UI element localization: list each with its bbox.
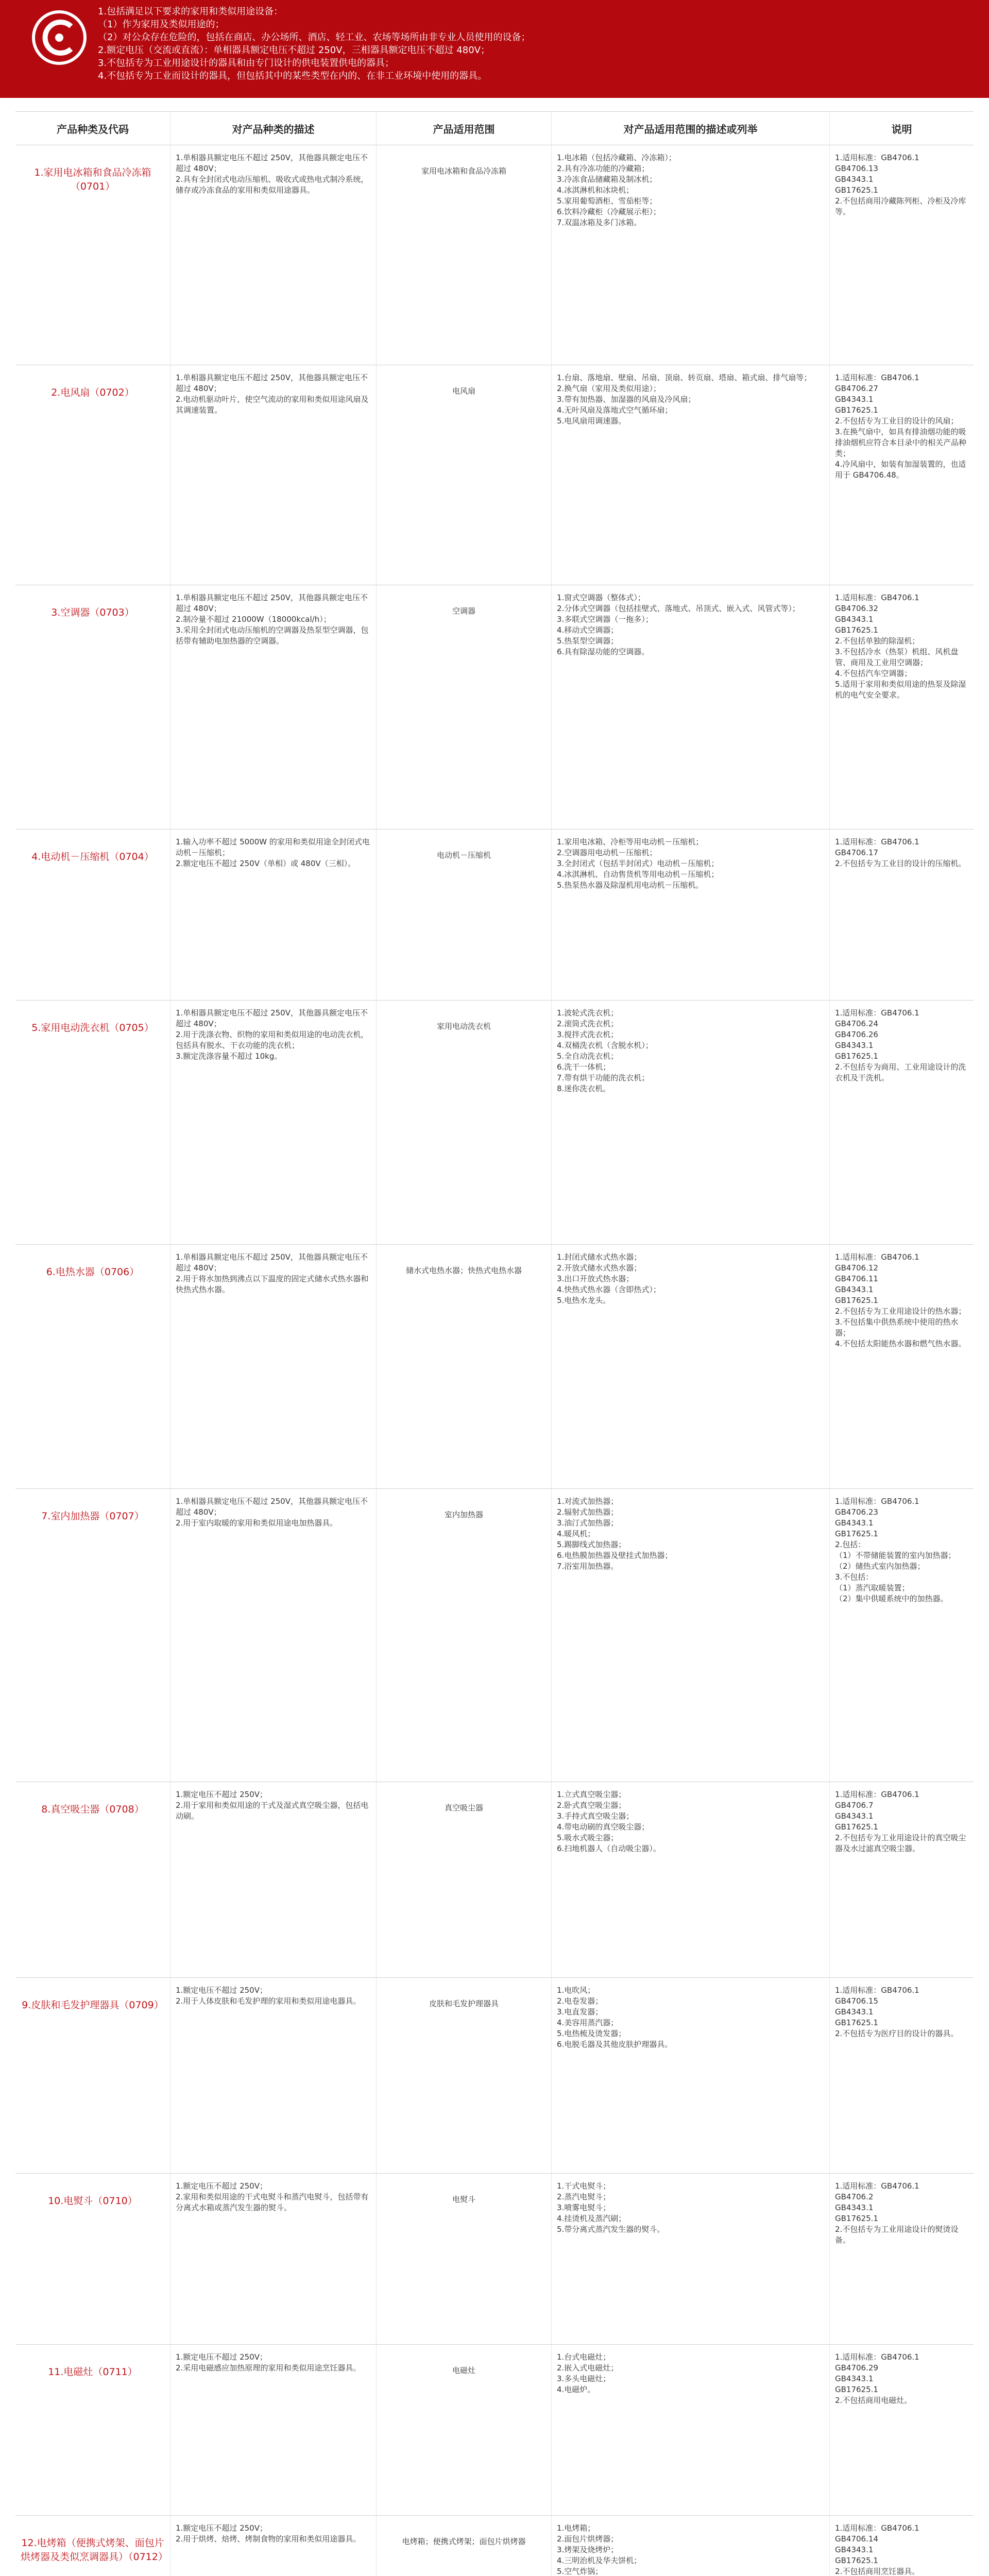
remarks: 1.适用标准：GB4706.1 GB4706.17 2.不包括专为工业目的设计的压缩机。 — [829, 829, 974, 1000]
product-scope: 电烤箱；便携式烤架；面包片烘烤器 — [376, 2516, 551, 2576]
remarks: 1.适用标准：GB4706.1 GB4706.15 GB4343.1 GB17625.1 2.不包括专为医疗目的设计的器具。 — [829, 1978, 974, 2173]
scope-detail: 1.台式电磁灶； 2.嵌入式电磁灶； 3.多头电磁灶； 4.电磁炉。 — [551, 2345, 829, 2515]
product-description: 1.单相器具额定电压不超过 250V，其他器具额定电压不超过 480V； 2.电动机驱动叶片，使空气流动的家用和类似用途风扇及其调速装置。 — [170, 365, 376, 585]
product-description: 1.单相器具额定电压不超过 250V，其他器具额定电压不超过 480V； 2.具有全封闭式电动压缩机、吸收式或热电式制冷系统，储存或冷冻食品的家用和类似用途器具。 — [170, 145, 376, 365]
table-body — [15, 145, 974, 2576]
product-scope: 家用电冰箱和食品冷冻箱 — [376, 145, 551, 365]
scope-detail: 1.电烤箱； 2.面包片烘烤器； 3.烤架及烧烤炉； 4.三明治机及华夫饼机； 5.空气炸锅； — [551, 2516, 829, 2576]
product-scope: 皮肤和毛发护理器具 — [376, 1978, 551, 2173]
scope-note: 3.不包括专为工业用途设计的器具和由专门设计的供电装置供电的器具； — [98, 58, 395, 69]
header-code: 产品种类及代码 — [57, 123, 129, 135]
scope-detail: 1.电冰箱（包括冷藏箱、冷冻箱）； 2.具有冷冻功能的冷藏箱； 3.冷冻食品储藏箱及制冰机； 4.冰淇淋机和冰块机； 5.家用葡萄酒柜、雪茄柜等； 6.饮料冷藏柜（冷藏展示柜）； 7.双温冰箱及多门冰箱。 — [551, 145, 829, 365]
table-row — [15, 2174, 974, 2345]
scope-note: （1）作为家用及类似用途的； — [98, 19, 225, 30]
scope-note: 1.包括满足以下要求的家用和类似用途设备： — [98, 6, 283, 17]
header-desc: 对产品种类的描述 — [170, 112, 376, 145]
table-row — [15, 365, 974, 585]
scope-detail: 1.波轮式洗衣机； 2.滚筒式洗衣机； 3.搅拌式洗衣机； 4.双桶洗衣机（含脱水机）； 5.全自动洗衣机； 6.洗干一体机； 7.带有烘干功能的洗衣机； 8.迷你洗衣机。 — [551, 1001, 829, 1244]
scope-detail: 1.台扇、落地扇、壁扇、吊扇、顶扇、转页扇、塔扇、箱式扇、排气扇等； 2.换气扇（家用及类似用途）； 3.带有加热器、加湿器的风扇及冷风扇； 4.无叶风扇及落地式空气循环扇； 5.电风扇用调速器。 — [551, 365, 829, 585]
ccc-logo-icon — [31, 9, 88, 66]
product-code: 2.电风扇（0702） — [51, 387, 134, 398]
product-code: 6.电热水器（0706） — [46, 1266, 140, 1278]
product-description: 1.额定电压不超过 250V； 2.采用电磁感应加热原理的家用和类似用途烹饪器具。 — [170, 2345, 376, 2515]
remarks: 1.适用标准：GB4706.1 GB4706.24 GB4706.26 GB4343.1 GB17625.1 2.不包括专为商用、工业用途设计的洗衣机及干洗机。 — [829, 1001, 974, 1244]
product-scope: 电磁灶 — [376, 2345, 551, 2515]
table-row — [15, 2516, 974, 2576]
header-detail: 对产品适用范围的描述或列举 — [551, 112, 829, 145]
scope-detail: 1.电吹风； 2.电卷发器； 3.电直发器； 4.美容用蒸汽器； 5.电热梳及烫发器； 6.电脱毛器及其他皮肤护理器具。 — [551, 1978, 829, 2173]
product-description: 1.输入功率不超过 5000W 的家用和类似用途全封闭式电动机－压缩机； 2.额定电压不超过 250V（单相）或 480V（三相）。 — [170, 829, 376, 1000]
product-description: 1.单相器具额定电压不超过 250V，其他器具额定电压不超过 480V； 2.用于将水加热到沸点以下温度的固定式储水式热水器和快热式热水器。 — [170, 1245, 376, 1488]
header-banner — [0, 0, 989, 98]
remarks: 1.适用标准：GB4706.1 GB4706.23 GB4343.1 GB17625.1 2.包括： （1）不带储能装置的室内加热器； （2）储热式室内加热器； 3.不包括： （1）蒸汽取暖装置； （2）集中供暖系统中的加热器。 — [829, 1489, 974, 1782]
product-code: 12.电烤箱（便携式烤架、面包片烘烤器及类似烹调器具）（0712） — [21, 2537, 168, 2563]
product-table — [15, 111, 974, 2576]
product-description: 1.单相器具额定电压不超过 250V，其他器具额定电压不超过 480V； 2.制冷量不超过 21000W（18000kcal/h）； 3.采用全封闭式电动压缩机的空调器及热泵型空调器，包括带有辅助电加热器的空调器。 — [170, 585, 376, 829]
scope-detail: 1.家用电冰箱、冷柜等用电动机－压缩机； 2.空调器用电动机－压缩机； 3.全封闭式（包括半封闭式）电动机－压缩机； 4.冰淇淋机、自动售货机等用电动机－压缩机； 5.热泵热水器及除湿机用电动机－压缩机。 — [551, 829, 829, 1000]
product-code: 11.电磁灶（0711） — [48, 2366, 138, 2378]
product-code: 10.电熨斗（0710） — [48, 2195, 138, 2207]
table-row — [15, 1489, 974, 1782]
product-description: 1.额定电压不超过 250V； 2.用于家用和类似用途的干式及湿式真空吸尘器，包括电动刷。 — [170, 1782, 376, 1977]
remarks: 1.适用标准：GB4706.1 GB4706.2 GB4343.1 GB17625.1 2.不包括专为工业用途设计的熨烫设备。 — [829, 2174, 974, 2344]
product-description: 1.额定电压不超过 250V； 2.用于烘烤、焙烤、烤制食物的家用和类似用途器具。 — [170, 2516, 376, 2576]
table-row — [15, 1245, 974, 1489]
scope-note: （2）对公众存在危险的，包括在商店、办公场所、酒店、轻工业、农场等场所由非专业人员使用的设备； — [98, 32, 531, 43]
product-scope: 电风扇 — [376, 365, 551, 585]
product-scope: 电动机－压缩机 — [376, 829, 551, 1000]
scope-detail: 1.封闭式储水式热水器； 2.开放式储水式热水器； 3.出口开放式热水器； 4.快热式热水器（含即热式）； 5.电热水龙头。 — [551, 1245, 829, 1488]
scope-note: 4.不包括专为工业而设计的器具，但包括其中的某些类型在内的、在非工业环境中使用的器具。 — [98, 71, 487, 81]
product-scope: 家用电动洗衣机 — [376, 1001, 551, 1244]
table-row — [15, 1782, 974, 1978]
product-description: 1.额定电压不超过 250V； 2.家用和类似用途的干式电熨斗和蒸汽电熨斗，包括带有分离式水箱或蒸汽发生器的熨斗。 — [170, 2174, 376, 2344]
remarks: 1.适用标准：GB4706.1 GB4706.12 GB4706.11 GB4343.1 GB17625.1 2.不包括专为工业用途设计的热水器； 3.不包括集中供热系统中使用的热水器； 4.不包括太阳能热水器和燃气热水器。 — [829, 1245, 974, 1488]
scope-detail: 1.窗式空调器（整体式）； 2.分体式空调器（包括挂壁式、落地式、吊顶式、嵌入式、风管式等）； 3.多联式空调器（一拖多）； 4.移动式空调器； 5.热泵型空调器； 6.具有除湿功能的空调器。 — [551, 585, 829, 829]
product-code: 3.空调器（0703） — [51, 607, 134, 618]
product-description: 1.单相器具额定电压不超过 250V，其他器具额定电压不超过 480V； 2.用于室内取暖的家用和类似用途电加热器具。 — [170, 1489, 376, 1782]
remarks: 1.适用标准：GB4706.1 GB4706.7 GB4343.1 GB17625.1 2.不包括专为工业用途设计的真空吸尘器及水过滤真空吸尘器。 — [829, 1782, 974, 1977]
table-row — [15, 829, 974, 1001]
scope-note: 2.额定电压（交流或直流）：单相器具额定电压不超过 250V，三相器具额定电压不超过 480V； — [98, 45, 490, 56]
product-code: 5.家用电动洗衣机（0705） — [31, 1022, 154, 1033]
remarks: 1.适用标准：GB4706.1 GB4706.14 GB4343.1 GB17625.1 2.不包括商用烹饪器具。 — [829, 2516, 974, 2576]
product-code: 9.皮肤和毛发护理器具（0709） — [22, 1999, 164, 2011]
scope-detail: 1.对流式加热器； 2.辐射式加热器； 3.油汀式加热器； 4.暖风机； 5.踢脚线式加热器； 6.电热膜加热器及壁挂式加热器； 7.浴室用加热器。 — [551, 1489, 829, 1782]
scope-detail: 1.干式电熨斗； 2.蒸汽电熨斗； 3.喷雾电熨斗； 4.挂烫机及蒸汽刷； 5.带分离式蒸汽发生器的熨斗。 — [551, 2174, 829, 2344]
table-header — [15, 111, 974, 145]
product-code: 4.电动机－压缩机（0704） — [31, 851, 154, 862]
table-row — [15, 2345, 974, 2516]
remarks: 1.适用标准：GB4706.1 GB4706.32 GB4343.1 GB17625.1 2.不包括单独的除湿机； 3.不包括冷水（热泵）机组、风机盘管、商用及工业用空调器； 4.不包括汽车空调器； 5.适用于家用和类似用途的热泵及除湿机的电气安全要求。 — [829, 585, 974, 829]
product-code: 7.室内加热器（0707） — [41, 1511, 144, 1522]
header-scope: 产品适用范围 — [376, 112, 551, 145]
product-code: 1.家用电冰箱和食品冷冻箱（0701） — [34, 167, 151, 192]
product-scope: 空调器 — [376, 585, 551, 829]
product-scope: 真空吸尘器 — [376, 1782, 551, 1977]
product-scope: 电熨斗 — [376, 2174, 551, 2344]
remarks: 1.适用标准：GB4706.1 GB4706.29 GB4343.1 GB17625.1 2.不包括商用电磁灶。 — [829, 2345, 974, 2515]
remarks: 1.适用标准：GB4706.1 GB4706.27 GB4343.1 GB17625.1 2.不包括专为工业目的设计的风扇； 3.在换气扇中，如具有排油烟功能的吸排油烟机应符合本目录中的相关产品种类； 4.冷风扇中，如装有加湿装置的，也适用于 GB4706.48。 — [829, 365, 974, 585]
product-scope: 室内加热器 — [376, 1489, 551, 1782]
product-description: 1.额定电压不超过 250V； 2.用于人体皮肤和毛发护理的家用和类似用途电器具。 — [170, 1978, 376, 2173]
table-row — [15, 1978, 974, 2174]
product-description: 1.单相器具额定电压不超过 250V，其他器具额定电压不超过 480V； 2.用于洗涤衣物、织物的家用和类似用途的电动洗衣机，包括具有脱水、干衣功能的洗衣机； 3.额定洗涤容量不超过 10kg。 — [170, 1001, 376, 1244]
scope-notes — [98, 5, 958, 82]
product-scope: 储水式电热水器；快热式电热水器 — [376, 1245, 551, 1488]
remarks: 1.适用标准：GB4706.1 GB4706.13 GB4343.1 GB17625.1 2.不包括商用冷藏陈列柜、冷柜及冷库等。 — [829, 145, 974, 365]
product-code: 8.真空吸尘器（0708） — [41, 1804, 144, 1815]
header-note: 说明 — [829, 112, 974, 145]
table-row — [15, 585, 974, 829]
scope-detail: 1.立式真空吸尘器； 2.卧式真空吸尘器； 3.手持式真空吸尘器； 4.带电动刷的真空吸尘器； 5.吸水式吸尘器； 6.扫地机器人（自动吸尘器）。 — [551, 1782, 829, 1977]
table-row — [15, 1001, 974, 1245]
table-row — [15, 145, 974, 365]
